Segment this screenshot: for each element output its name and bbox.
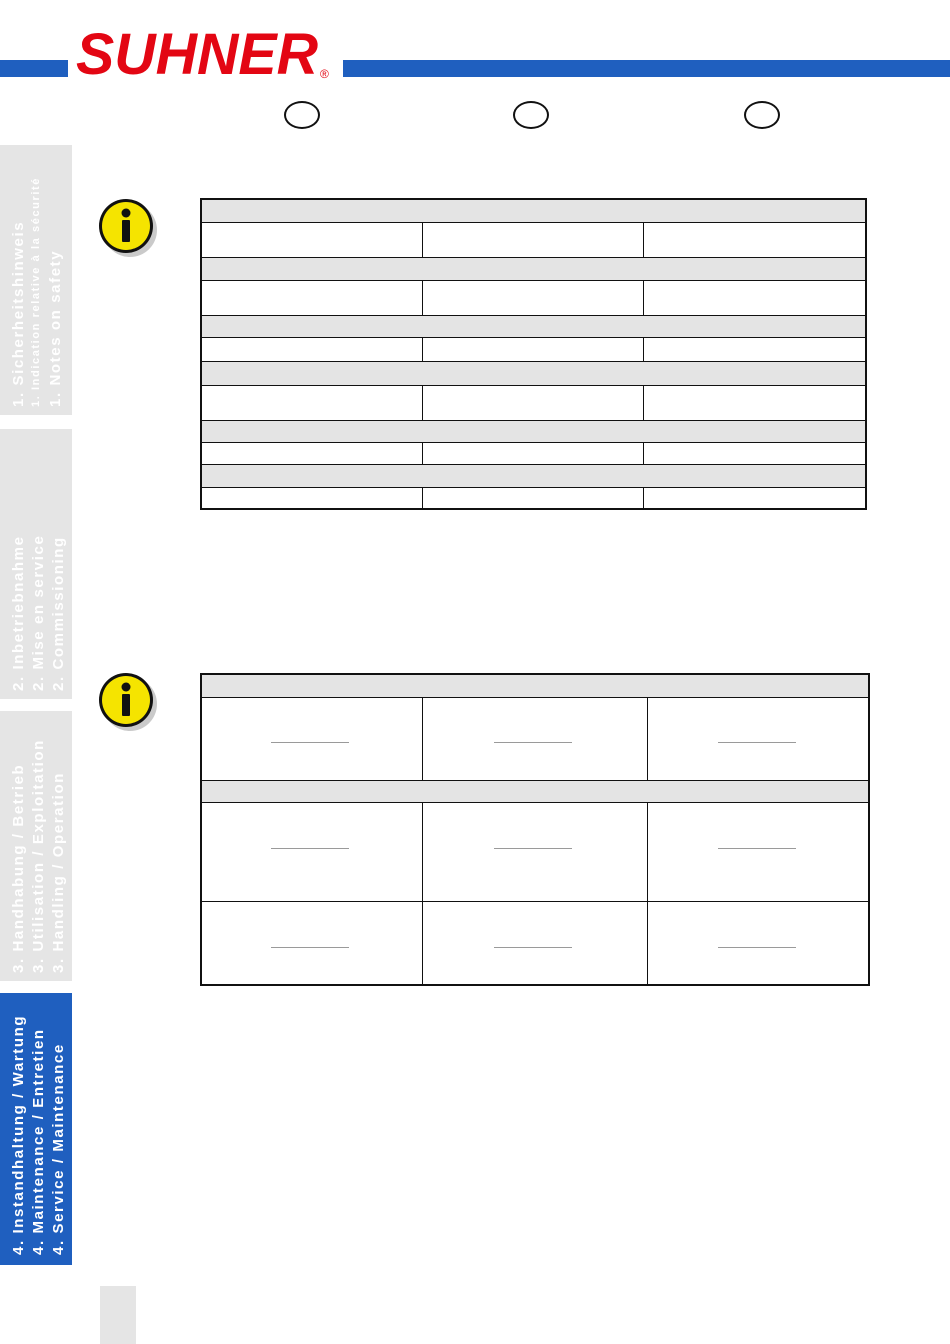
table-section-header [201,780,869,802]
cell-rule [718,742,796,743]
sidebar-tab-label: 2. Mise en service [30,534,47,691]
table-section-header [201,674,869,697]
table-section-header [201,361,866,385]
table-row [201,901,869,985]
language-marker-en [744,101,780,129]
registered-mark: ® [320,67,329,81]
spec-table-1 [200,198,867,510]
sidebar-tab-label: 1. Notes on safety [47,249,64,407]
header-bar-right [343,60,950,77]
sidebar-tab-label: 4. Instandhaltung / Wartung [10,1014,27,1255]
page-number-block [100,1286,136,1344]
table-row [201,802,869,901]
table-row [201,697,869,780]
sidebar-tab-label: 3. Handhabung / Betrieb [10,763,27,973]
cell-rule [718,947,796,948]
sidebar-tab-label: 1. Indication relative à la sécurité [30,176,42,407]
sidebar-tab-label: 2. Commissioning [50,536,67,691]
language-marker-de [284,101,320,129]
table-section-header [201,464,866,487]
spec-table-2 [200,673,870,986]
table-row [201,385,866,420]
table-row [201,487,866,509]
sidebar-tab-label: 4. Maintenance / Entretien [30,1028,47,1255]
cell-rule [271,742,349,743]
cell-rule [271,947,349,948]
table-row [201,442,866,464]
info-icon [97,671,159,733]
table-section-header [201,257,866,280]
sidebar-tab-operation[interactable] [0,711,72,981]
table-row [201,222,866,257]
cell-rule [494,848,572,849]
sidebar-tab-safety[interactable] [0,145,72,415]
cell-rule [494,742,572,743]
table-section-header [201,315,866,337]
table-row [201,337,866,361]
cell-rule [494,947,572,948]
table-section-header [201,199,866,222]
cell-rule [718,848,796,849]
sidebar-tab-label: 4. Service / Maintenance [50,1043,67,1255]
table-section-header [201,420,866,442]
sidebar-tab-label: 3. Handling / Operation [50,772,67,973]
sidebar-tab-label: 1. Sicherheitshinweis [10,220,27,407]
sidebar-tab-label: 2. Inbetriebnahme [10,535,27,691]
sidebar-tab-maintenance[interactable] [0,993,72,1265]
brand-logo [72,22,338,84]
sidebar-tab-commissioning[interactable] [0,429,72,699]
header-bar-left [0,60,68,77]
table-row [201,280,866,315]
cell-rule [271,848,349,849]
info-icon [97,197,159,259]
language-marker-fr [513,101,549,129]
sidebar-tab-label: 3. Utilisation / Exploitation [30,739,47,973]
brand-logo-text: SUHNER [76,22,319,84]
